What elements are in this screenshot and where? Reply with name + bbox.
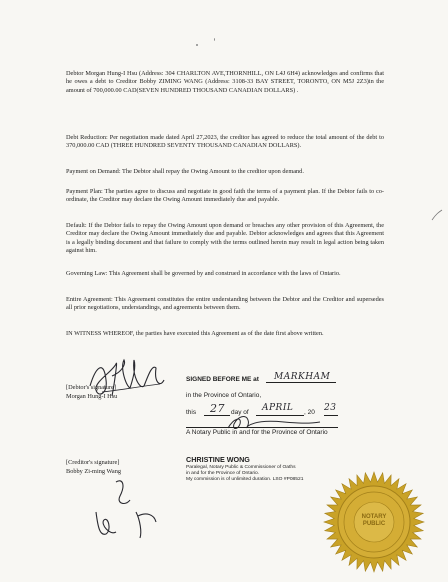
day-of-label: day of xyxy=(231,409,249,416)
place-handwritten: MARKHAM xyxy=(274,372,331,382)
year-prefix-label: , 20 xyxy=(304,409,315,416)
notary-title-line2: in and for the Province of Ontario. xyxy=(186,471,260,476)
default-paragraph: Default: If the Debtor fails to repay the Owing Amount upon demand or breaches any other provision of this Agreement, the Creditor may declare the Owing Amount immediately due and payable. Debtor acknowledges and agrees that this Agreement is a legally binding document and that failure to comply with the terms outlined herein may result in legal action being taken against him. xyxy=(66,222,384,255)
creditor-name: Bobby Zi-ming Wang xyxy=(66,468,121,475)
notary-signature-underline xyxy=(186,427,338,428)
debt-reduction-paragraph: Debt Reduction: Per negotiation made dated April 27,2023, the creditor has agreed to reduce the total amount of the debt to 370,000.00 CAD (THREE HUNDRED SEVENTY THOUSAND CANADIAN DOLLARS). xyxy=(66,134,384,150)
creditor-signature-label: [Creditor's signature] xyxy=(66,459,120,466)
governing-law-paragraph: Governing Law: This Agreement shall be governed by and construed in accordance with the laws of Ontario. xyxy=(66,270,341,277)
province-label: in the Province of Ontario, xyxy=(186,392,262,399)
notary-seal xyxy=(322,470,426,574)
year-underline xyxy=(324,415,338,416)
scan-speck xyxy=(196,44,198,46)
place-underline xyxy=(266,382,336,383)
year-handwritten: 23 xyxy=(324,403,337,413)
month-handwritten: APRIL xyxy=(262,403,294,413)
payment-plan-paragraph: Payment Plan: The parties agree to discuss and negotiate in good faith the terms of a payment plan. If the Debtor fails to co-ordinate, the Creditor may declare the Owing Amount immediately due and payable. xyxy=(66,188,384,204)
notary-name: CHRISTINE WONG xyxy=(186,455,250,464)
intro-paragraph: Debtor Morgan Hung-I Hsu (Address: 304 CHARLTON AVE,THORNHILL, ON L4J 6H4) acknowledges and confirms that he owes a debt to Creditor Bobby ZIMING WANG (Address: 3108-33 BAY STREET, TORONTO, ON M5J 2Z3)in the amount of 700,000.00 CAD(SEVEN HUNDRED THOUSAND CANADIAN DOLLARS) . xyxy=(66,70,384,94)
day-handwritten: 27 xyxy=(210,402,225,415)
margin-mark xyxy=(430,208,444,222)
witness-paragraph: IN WITNESS WHEREOF, the parties have executed this Agreement as of the date first above written. xyxy=(66,330,324,337)
scan-speck xyxy=(214,38,215,41)
this-label: this xyxy=(186,409,197,416)
entire-agreement-paragraph: Entire Agreement: This Agreement constitutes the entire understanding between the Debtor and the Creditor and supersedes all prior negotiations, understandings, and agreements between them. xyxy=(66,296,384,312)
notary-title-line1: Paralegal, Notary Public & Commissioner of Oaths xyxy=(186,465,296,470)
debtor-name: Morgan Hung-I Hsu xyxy=(66,393,118,400)
notary-title-line3: My commission is of unlimited duration. LSO #P08521 xyxy=(186,477,304,482)
payment-on-demand-paragraph: Payment on Demand: The Debtor shall repay the Owing Amount to the creditor upon demand. xyxy=(66,168,304,175)
creditor-signature-image xyxy=(86,476,166,546)
notary-public-label: A Notary Public in and for the Province of Ontario xyxy=(186,429,328,436)
signed-before-label: SIGNED BEFORE ME at xyxy=(186,376,259,383)
seal-text xyxy=(322,514,426,528)
debtor-signature-label: [Debtor's signature] xyxy=(66,384,116,391)
seal-line2: PUBLIC xyxy=(362,521,386,527)
seal-line1: NOTARY xyxy=(361,514,387,520)
